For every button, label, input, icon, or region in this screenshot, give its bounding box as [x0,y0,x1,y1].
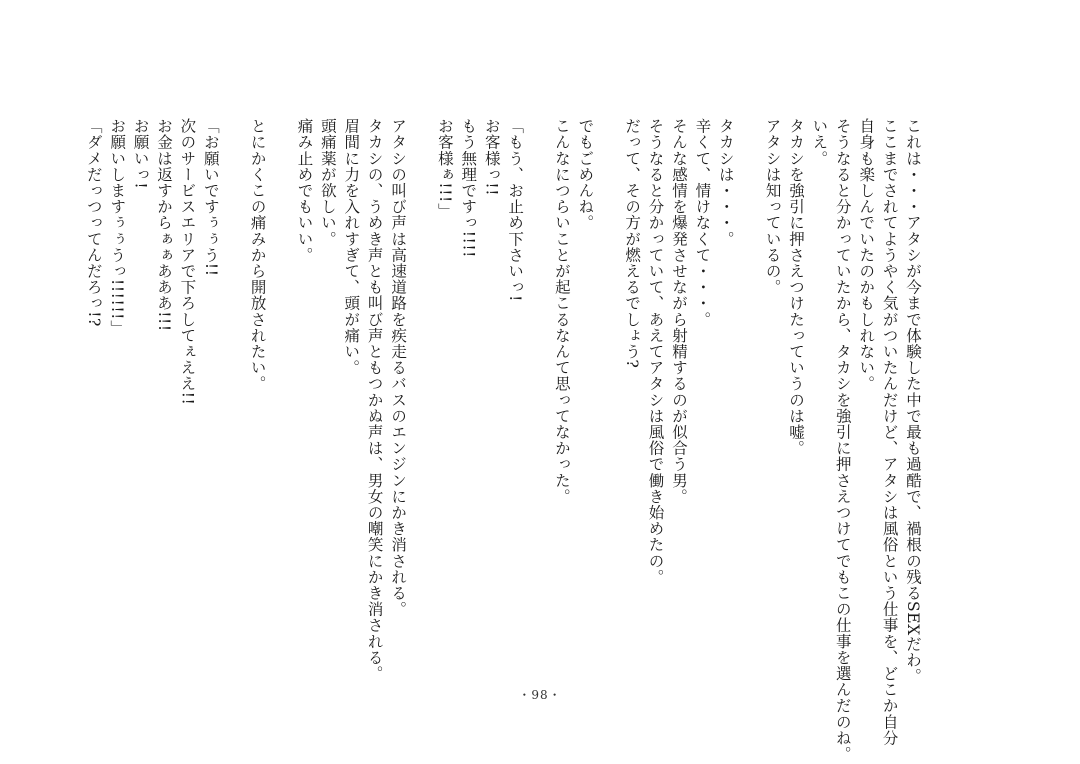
text-line: アタシは知っているの。 [763,118,782,296]
text-line: お客様っ!! [482,118,501,197]
text-line: 痛み止めでもいい。 [295,118,314,263]
text-line: タカシは・・・。 [716,118,735,247]
text-line: タカシを強引に押さえつけたっていうのは嘘。 [786,118,805,457]
text-line: 頭痛薬が欲しい。 [318,118,337,247]
text-line: アタシの叫び声は高速道路を疾走るバスのエンジンにかき消される。 [389,118,408,618]
text-line: 眉間に力を入れすぎて、頭が痛い。 [342,118,361,376]
blank-line [409,118,432,119]
text-line: こんなにつらいことが起こるなんて思ってなかった。 [552,118,571,505]
text-line: 「もう、お止め下さいっ! [506,118,525,302]
text-line: でもごめんね。 [576,118,595,231]
text-line: そんな感情を爆発させながら射精するのが似合う男。 [669,118,688,505]
text-line: タカシの、うめき声とも叫び声ともつかぬ声は、男女の嘲笑にかき消される。 [365,118,384,682]
text-line: だって、その方が燃えるでしょう? [623,118,642,369]
text-line: お願いしますぅぅうっ!!!!!!」 [108,118,127,337]
text-line: そうなると分かっていて、あえてアタシは風俗で働き始めたの。 [646,118,665,585]
text-line: 「お願いですぅぅう!! [201,118,220,277]
blank-line [222,118,245,119]
text-line: 次のサービスエリアで下ろしてぇええ!! [178,118,197,406]
text-line: 自身も楽しんでいたのかもしれない。 [857,118,876,392]
page-number: ・98・ [518,688,562,702]
blank-line [596,118,619,119]
text-line: 「ダメだっつってんだろっ!? [84,118,103,327]
text-line: お願いっ! [131,118,150,190]
text-line: お客様ぁ!!!」 [435,118,454,219]
text-line: お金は返すからぁぁあああ!!! [155,118,173,332]
blank-line [526,118,549,119]
blank-line [269,118,292,119]
blank-line [737,118,760,119]
text-line: いえ。 [810,118,829,167]
text-line: もう無理ですっ!!!! [459,118,478,259]
text-line: そうなると分かっていたから、タカシを強引に押さえつけてでもこの仕事を選んだのね。 [833,118,852,762]
text-line: ここまでされてようやく気がついたんだけど、アタシは風俗という仕事を、どこか自分 [880,118,899,746]
text-line: これは・・・アタシが今まで体験した中で最も過酷で、禍根の残るSEXだわ。 [904,118,922,685]
text-line: とにかくこの痛みから開放されたい。 [248,118,267,392]
text-line: 辛くて、情けなくて・・・。 [693,118,712,328]
